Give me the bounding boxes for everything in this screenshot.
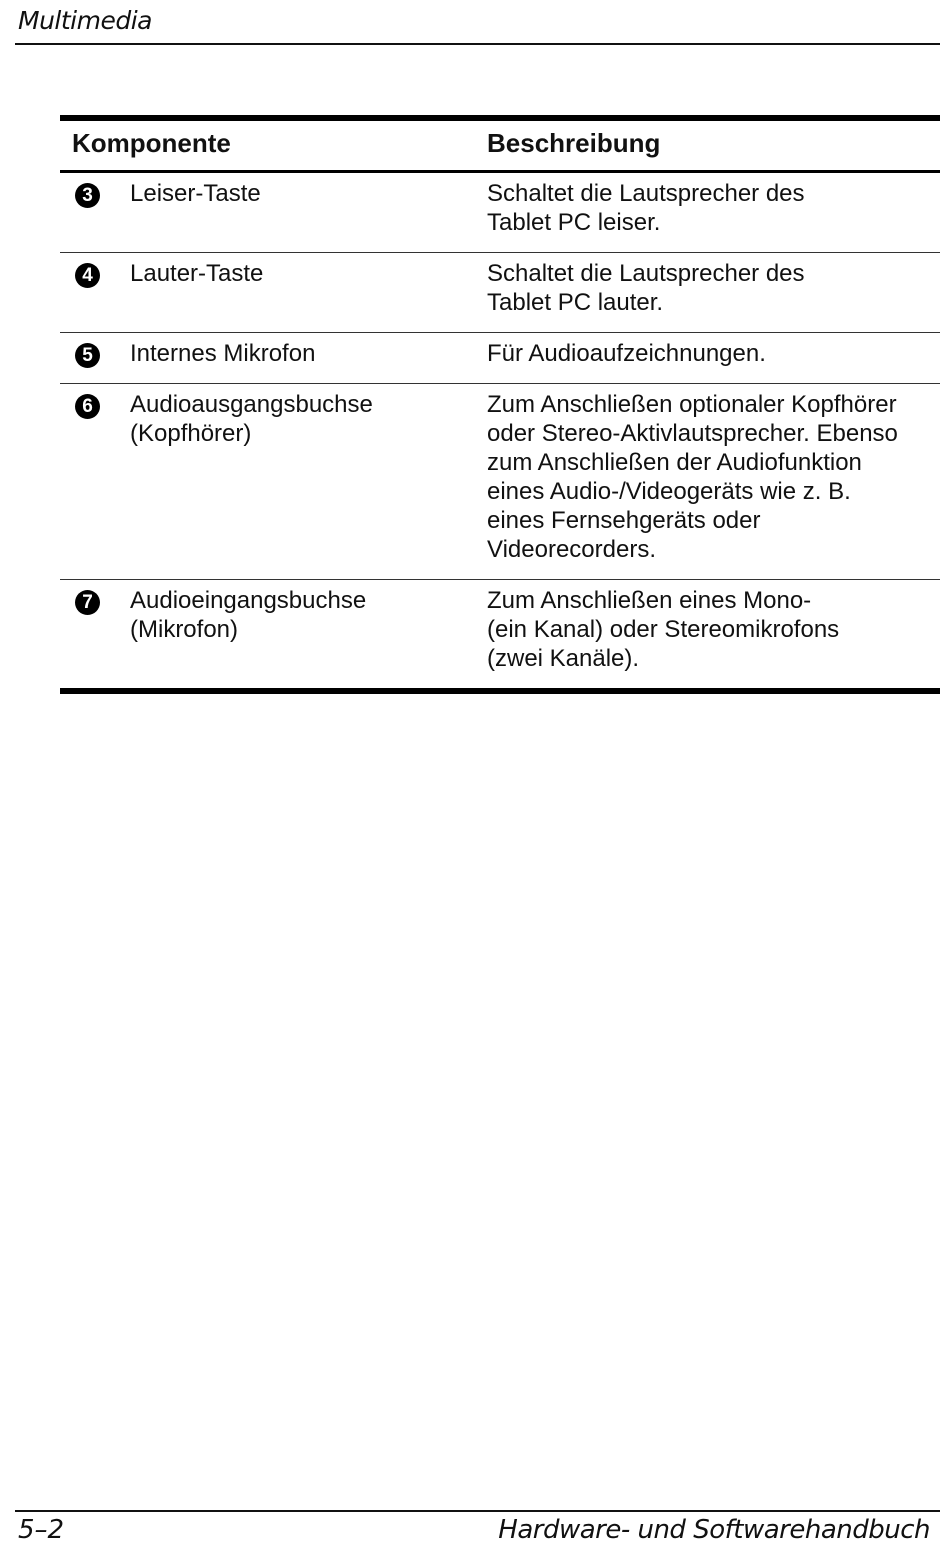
running-header-title: Multimedia xyxy=(18,6,152,35)
footer-rule xyxy=(15,1510,940,1512)
component-name: Audioeingangsbuchse (Mikrofon) xyxy=(130,587,367,643)
callout-number-icon: 5 xyxy=(75,343,100,368)
callout-number-icon: 4 xyxy=(75,263,100,288)
table-row xyxy=(60,253,940,333)
component-name: Audioausgangsbuchse (Kopfhörer) xyxy=(130,391,373,447)
table-row xyxy=(60,333,940,384)
table-row xyxy=(60,384,940,580)
component-name: Leiser-Taste xyxy=(130,180,261,207)
callout-number-icon: 6 xyxy=(75,394,100,419)
table-row xyxy=(60,172,940,253)
component-description: Für Audioaufzeichnungen. xyxy=(487,340,766,367)
column-header-component: Komponente xyxy=(72,128,231,158)
page-number: 5–2 xyxy=(18,1515,65,1545)
component-name: Internes Mikrofon xyxy=(130,340,316,367)
component-table xyxy=(60,115,940,694)
callout-number-icon: 3 xyxy=(75,183,100,208)
component-description: Schaltet die Lautsprecher des Tablet PC lauter. xyxy=(487,260,805,316)
footer-book-title: Hardware- und Softwarehandbuch xyxy=(498,1515,930,1545)
component-description: Zum Anschließen eines Mono- (ein Kanal) oder Stereomikrofons (zwei Kanäle). xyxy=(487,587,840,672)
callout-number-icon: 7 xyxy=(75,590,100,615)
column-header-description: Beschreibung xyxy=(487,128,661,158)
component-name: Lauter-Taste xyxy=(130,260,264,287)
table-header-row xyxy=(60,118,940,172)
header-rule xyxy=(15,43,940,45)
table-row xyxy=(60,580,940,692)
component-description: Schaltet die Lautsprecher des Tablet PC leiser. xyxy=(487,180,805,236)
component-description: Zum Anschließen optionaler Kopfhörer oder Stereo-Aktivlautsprecher. Ebenso zum Anschließen der Audiofunktion eines Audio-/Videogeräts wie z. B. eines Fernsehgeräts oder Videorecorders. xyxy=(487,391,898,563)
